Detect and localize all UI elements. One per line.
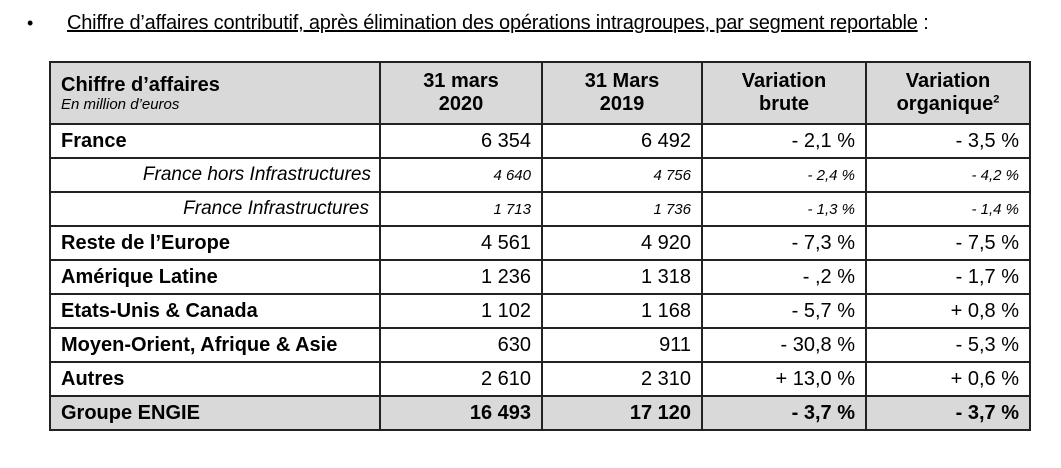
- cell-2019: 1 168: [542, 294, 702, 328]
- cell-variation-organique: + 0,8 %: [866, 294, 1030, 328]
- cell-2020: 1 236: [380, 260, 542, 294]
- header-col-2019-line2: 2019: [599, 93, 645, 115]
- cell-variation-organique: - 5,3 %: [866, 328, 1030, 362]
- table-row: [50, 226, 1030, 260]
- cell-variation-organique: - 4,2 %: [866, 158, 1030, 192]
- row-label: Etats-Unis & Canada: [50, 294, 380, 328]
- cell-2019: 4 920: [542, 226, 702, 260]
- row-label: Amérique Latine: [50, 260, 380, 294]
- cell-variation-organique: - 3,7 %: [866, 396, 1030, 430]
- cell-variation-organique: - 1,4 %: [866, 192, 1030, 226]
- row-label: France Infrastructures: [50, 192, 380, 226]
- table-row: [50, 362, 1030, 396]
- header-col-2020-line2: 2020: [438, 93, 484, 115]
- cell-2019: 1 318: [542, 260, 702, 294]
- cell-2020: 16 493: [380, 396, 542, 430]
- header-organique-line1: Variation: [905, 70, 991, 92]
- table-total-row: [50, 396, 1030, 430]
- table-row: [50, 158, 1030, 192]
- cell-2020: 2 610: [380, 362, 542, 396]
- header-label-title: Chiffre d’affaires: [61, 73, 220, 96]
- cell-variation-organique: - 7,5 %: [866, 226, 1030, 260]
- cell-variation-brute: - ,2 %: [702, 260, 866, 294]
- heading-title: Chiffre d’affaires contributif, après élimination des opérations intragroupes, par segment reportable: [67, 12, 918, 34]
- header-label-subtitle: En million d’euros: [61, 95, 180, 113]
- cell-variation-brute: - 1,3 %: [702, 192, 866, 226]
- cell-variation-brute: + 13,0 %: [702, 362, 866, 396]
- cell-2019: 911: [542, 328, 702, 362]
- header-col-2019: [542, 62, 702, 124]
- cell-variation-brute: - 2,1 %: [702, 124, 866, 158]
- cell-variation-brute: - 30,8 %: [702, 328, 866, 362]
- table-row: [50, 328, 1030, 362]
- cell-2020: 4 640: [380, 158, 542, 192]
- cell-variation-brute: - 5,7 %: [702, 294, 866, 328]
- header-brute-line2: brute: [759, 93, 809, 115]
- table-row: [50, 294, 1030, 328]
- cell-variation-brute: - 2,4 %: [702, 158, 866, 192]
- row-label: Groupe ENGIE: [50, 396, 380, 430]
- cell-2019: 17 120: [542, 396, 702, 430]
- cell-2020: 6 354: [380, 124, 542, 158]
- row-label: France hors Infrastructures: [50, 158, 380, 192]
- cell-2019: 4 756: [542, 158, 702, 192]
- cell-2019: 2 310: [542, 362, 702, 396]
- row-label: France: [50, 124, 380, 158]
- row-label: Reste de l’Europe: [50, 226, 380, 260]
- table-header-row: [50, 62, 1030, 124]
- row-label: Moyen-Orient, Afrique & Asie: [50, 328, 380, 362]
- cell-2020: 630: [380, 328, 542, 362]
- header-label-cell: [50, 62, 380, 124]
- cell-2019: 6 492: [542, 124, 702, 158]
- header-col-2019-line1: 31 Mars: [584, 70, 660, 92]
- cell-2019: 1 736: [542, 192, 702, 226]
- bullet-icon: •: [27, 13, 34, 33]
- cell-variation-brute: - 3,7 %: [702, 396, 866, 430]
- table-row: [50, 260, 1030, 294]
- cell-2020: 4 561: [380, 226, 542, 260]
- cell-2020: 1 713: [380, 192, 542, 226]
- cell-variation-organique: - 1,7 %: [866, 260, 1030, 294]
- header-col-2020: [380, 62, 542, 124]
- cell-2020: 1 102: [380, 294, 542, 328]
- header-col-variation-organique: [866, 62, 1030, 124]
- header-brute-line1: Variation: [741, 70, 827, 92]
- heading-suffix: :: [917, 12, 929, 34]
- row-label: Autres: [50, 362, 380, 396]
- header-col-2020-line1: 31 mars: [423, 70, 499, 92]
- header-col-variation-brute: [702, 62, 866, 124]
- cell-variation-organique: + 0,6 %: [866, 362, 1030, 396]
- table-row: [50, 124, 1030, 158]
- cell-variation-brute: - 7,3 %: [702, 226, 866, 260]
- table-row: [50, 192, 1030, 226]
- cell-variation-organique: - 3,5 %: [866, 124, 1030, 158]
- section-heading: [27, 10, 929, 36]
- revenue-by-segment-table: [49, 61, 1031, 431]
- header-organique-line2: organique: [896, 93, 994, 115]
- footnote-marker: 2: [993, 93, 1000, 106]
